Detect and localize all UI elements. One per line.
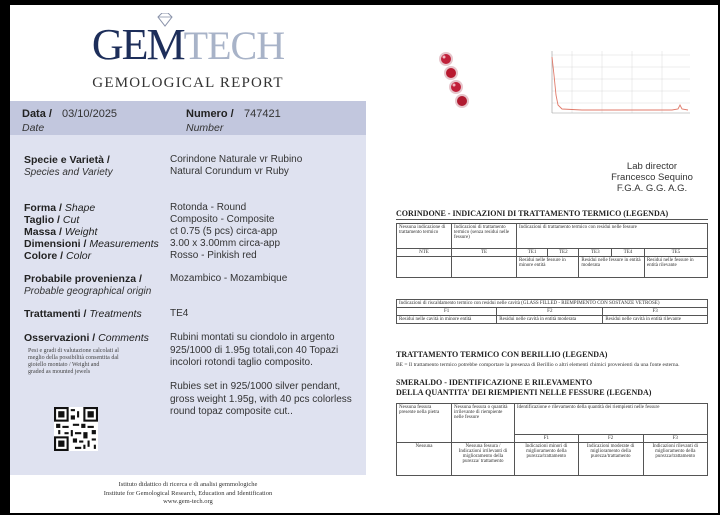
website-link[interactable]: www.gem-tech.org <box>163 498 213 505</box>
spectrum-chart <box>542 47 692 119</box>
glass-title: Indicazioni di riscaldamento termico con residui nelle cavità (GLASS FILLED - RIEMPIMENTO CON SOSTANZE VETROSE) <box>397 300 708 308</box>
logo-gem: GEM <box>91 20 184 69</box>
smeraldo-table <box>396 403 708 476</box>
date-value: 03/10/2025 <box>62 108 118 120</box>
ruby-pendant-photo <box>436 49 476 119</box>
glass-note-3: Residui nelle cavità in entità rilevante <box>603 316 708 324</box>
number-label-en: Number <box>186 122 224 134</box>
smeraldo-head-1: Nessuna fessura presente nella pietra <box>397 404 452 443</box>
glass-f3: F3 <box>603 308 708 316</box>
smeraldo-title-2: DELLA QUANTITA' DEI RIEMPIENTI NELLE FESSURE (LEGENDA) <box>396 388 652 397</box>
glass-note-1: Residui nelle cavità in minore entità <box>397 316 497 324</box>
corindone-table <box>396 223 708 278</box>
corindone-head-1: Nessuna indicazione di trattamento termico <box>397 224 452 249</box>
measurements-label: Dimensioni / Measurements <box>24 238 159 250</box>
smeraldo-head-2: Nessuna fessura o quantità irrilevante di riempiente nelle fessure <box>452 404 515 443</box>
qr-code-icon[interactable] <box>54 407 98 451</box>
code-te1: TE1 <box>517 249 548 257</box>
diamond-icon <box>156 13 174 27</box>
code-te2: TE2 <box>548 249 579 257</box>
note-relevant: Residui nelle fessure in entità rilevante <box>644 257 707 278</box>
code-te4: TE4 <box>612 249 645 257</box>
treatments-label: Trattamenti / Treatments <box>24 308 142 320</box>
glass-filled-table <box>396 299 708 324</box>
smeraldo-f1: F1 <box>515 435 579 443</box>
species-value-en: Natural Corundum vr Ruby <box>170 166 289 177</box>
smeraldo-row-4: Indicazioni moderate di miglioramento della purezza/trattamento <box>578 443 643 476</box>
smeraldo-row-1: Nessuna <box>397 443 452 476</box>
smeraldo-head-3: Identificazione e rilevamento della quantità dei riempienti nelle fessure <box>515 404 708 435</box>
logo-tech: TECH <box>183 23 285 68</box>
origin-value: Mozambico - Mozambique <box>170 273 288 284</box>
treatments-value: TE4 <box>170 308 189 319</box>
number-value: 747421 <box>244 108 281 120</box>
weight-value: ct 0.75 (5 pcs) circa-app <box>170 226 278 237</box>
glass-f2: F2 <box>497 308 603 316</box>
date-label-en: Date <box>22 122 45 134</box>
corindone-rule <box>396 219 708 220</box>
smeraldo-f3: F3 <box>643 435 707 443</box>
color-value: Rosso - Pinkish red <box>170 250 257 261</box>
number-label: Numero / <box>186 108 234 120</box>
berillio-title: TRATTAMENTO TERMICO CON BERILLIO (LEGENDA) <box>396 350 608 359</box>
shape-label: Forma / Shape <box>24 202 96 214</box>
comments-label: Osservazioni / Comments <box>24 332 149 344</box>
code-nte: NTE <box>397 249 452 257</box>
corindone-title: CORINDONE - INDICAZIONI DI TRATTAMENTO TERMICO (LEGENDA) <box>396 209 669 218</box>
species-label: Specie e Varietà / <box>24 154 110 166</box>
species-label-en: Species and Variety <box>24 167 113 178</box>
code-te3: TE3 <box>579 249 612 257</box>
weight-note: Pesi e gradi di valutazione calcolati al meglio della possibilità consentita dal gioiello montato / Weight and graded as mounted jewels <box>28 348 119 375</box>
comments-it: Rubini montati su ciondolo in argento 925/1000 di 1.95g totali,con 40 Topazi incolori rotondi taglio composito. <box>170 332 339 368</box>
origin-label: Probabile provenienza / <box>24 273 142 285</box>
cut-value: Composito - Composite <box>170 214 275 225</box>
smeraldo-title-1: SMERALDO - IDENTIFICAZIONE E RILEVAMENTO <box>396 378 593 387</box>
smeraldo-row-2: Nessuna fessura / Indicazioni irrilevanti di miglioramento della purezza/ trattamento <box>452 443 515 476</box>
right-column <box>366 5 718 513</box>
report-title: GEMOLOGICAL REPORT <box>92 75 284 91</box>
left-column <box>10 5 366 513</box>
code-te: TE <box>452 249 517 257</box>
gemtech-logo <box>10 19 366 79</box>
weight-label: Massa / Weight <box>24 226 98 238</box>
smeraldo-f2: F2 <box>578 435 643 443</box>
note-moderate: Residui nelle fessure in entità moderata <box>579 257 644 278</box>
smeraldo-row-5: Indicazioni rilevanti di miglioramento della purezza/trattamento <box>643 443 707 476</box>
lab-director: Lab director Francesco Sequino F.G.A. G.G. A.G. <box>611 161 693 194</box>
comments-en: Rubies set in 925/1000 silver pendant, gross weight 1.95g, with 40 pcs colorless round topaz composite cut.. <box>170 381 352 417</box>
cut-label: Taglio / Cut <box>24 214 80 226</box>
note-minor: Residui nelle fessure in minore entità <box>517 257 579 278</box>
smeraldo-row-3: Indicazioni minori di miglioramento della purezza/trattamento <box>515 443 579 476</box>
shape-value: Rotonda - Round <box>170 202 247 213</box>
origin-label-en: Probable geographical origin <box>24 286 152 297</box>
corindone-head-2: Indicazioni di trattamento termico (senza residui nelle fessure) <box>452 224 517 249</box>
measurements-value: 3.00 x 3.00mm circa-app <box>170 238 281 249</box>
date-label: Data / <box>22 108 52 120</box>
code-te5: TE5 <box>644 249 707 257</box>
footer: Istituto didattico di ricerca e di analisi gemmologiche Institute for Gemological Research, Education and Identification www.gem-tech.org <box>10 481 366 507</box>
berillio-text: BE = Il trattamento termico potrebbe comportare la presenza di Berillio o altri elementi chimici provenienti da una fonte esterna. <box>396 362 680 368</box>
species-value-it: Corindone Naturale vr Rubino <box>170 154 303 165</box>
glass-note-2: Residui nelle cavità in entità moderata <box>497 316 603 324</box>
color-label: Colore / Color <box>24 250 92 262</box>
report-sheet <box>10 5 718 513</box>
corindone-head-3: Indicazioni di trattamento termico con residui nelle fessure <box>517 224 708 249</box>
glass-f1: F1 <box>397 308 497 316</box>
